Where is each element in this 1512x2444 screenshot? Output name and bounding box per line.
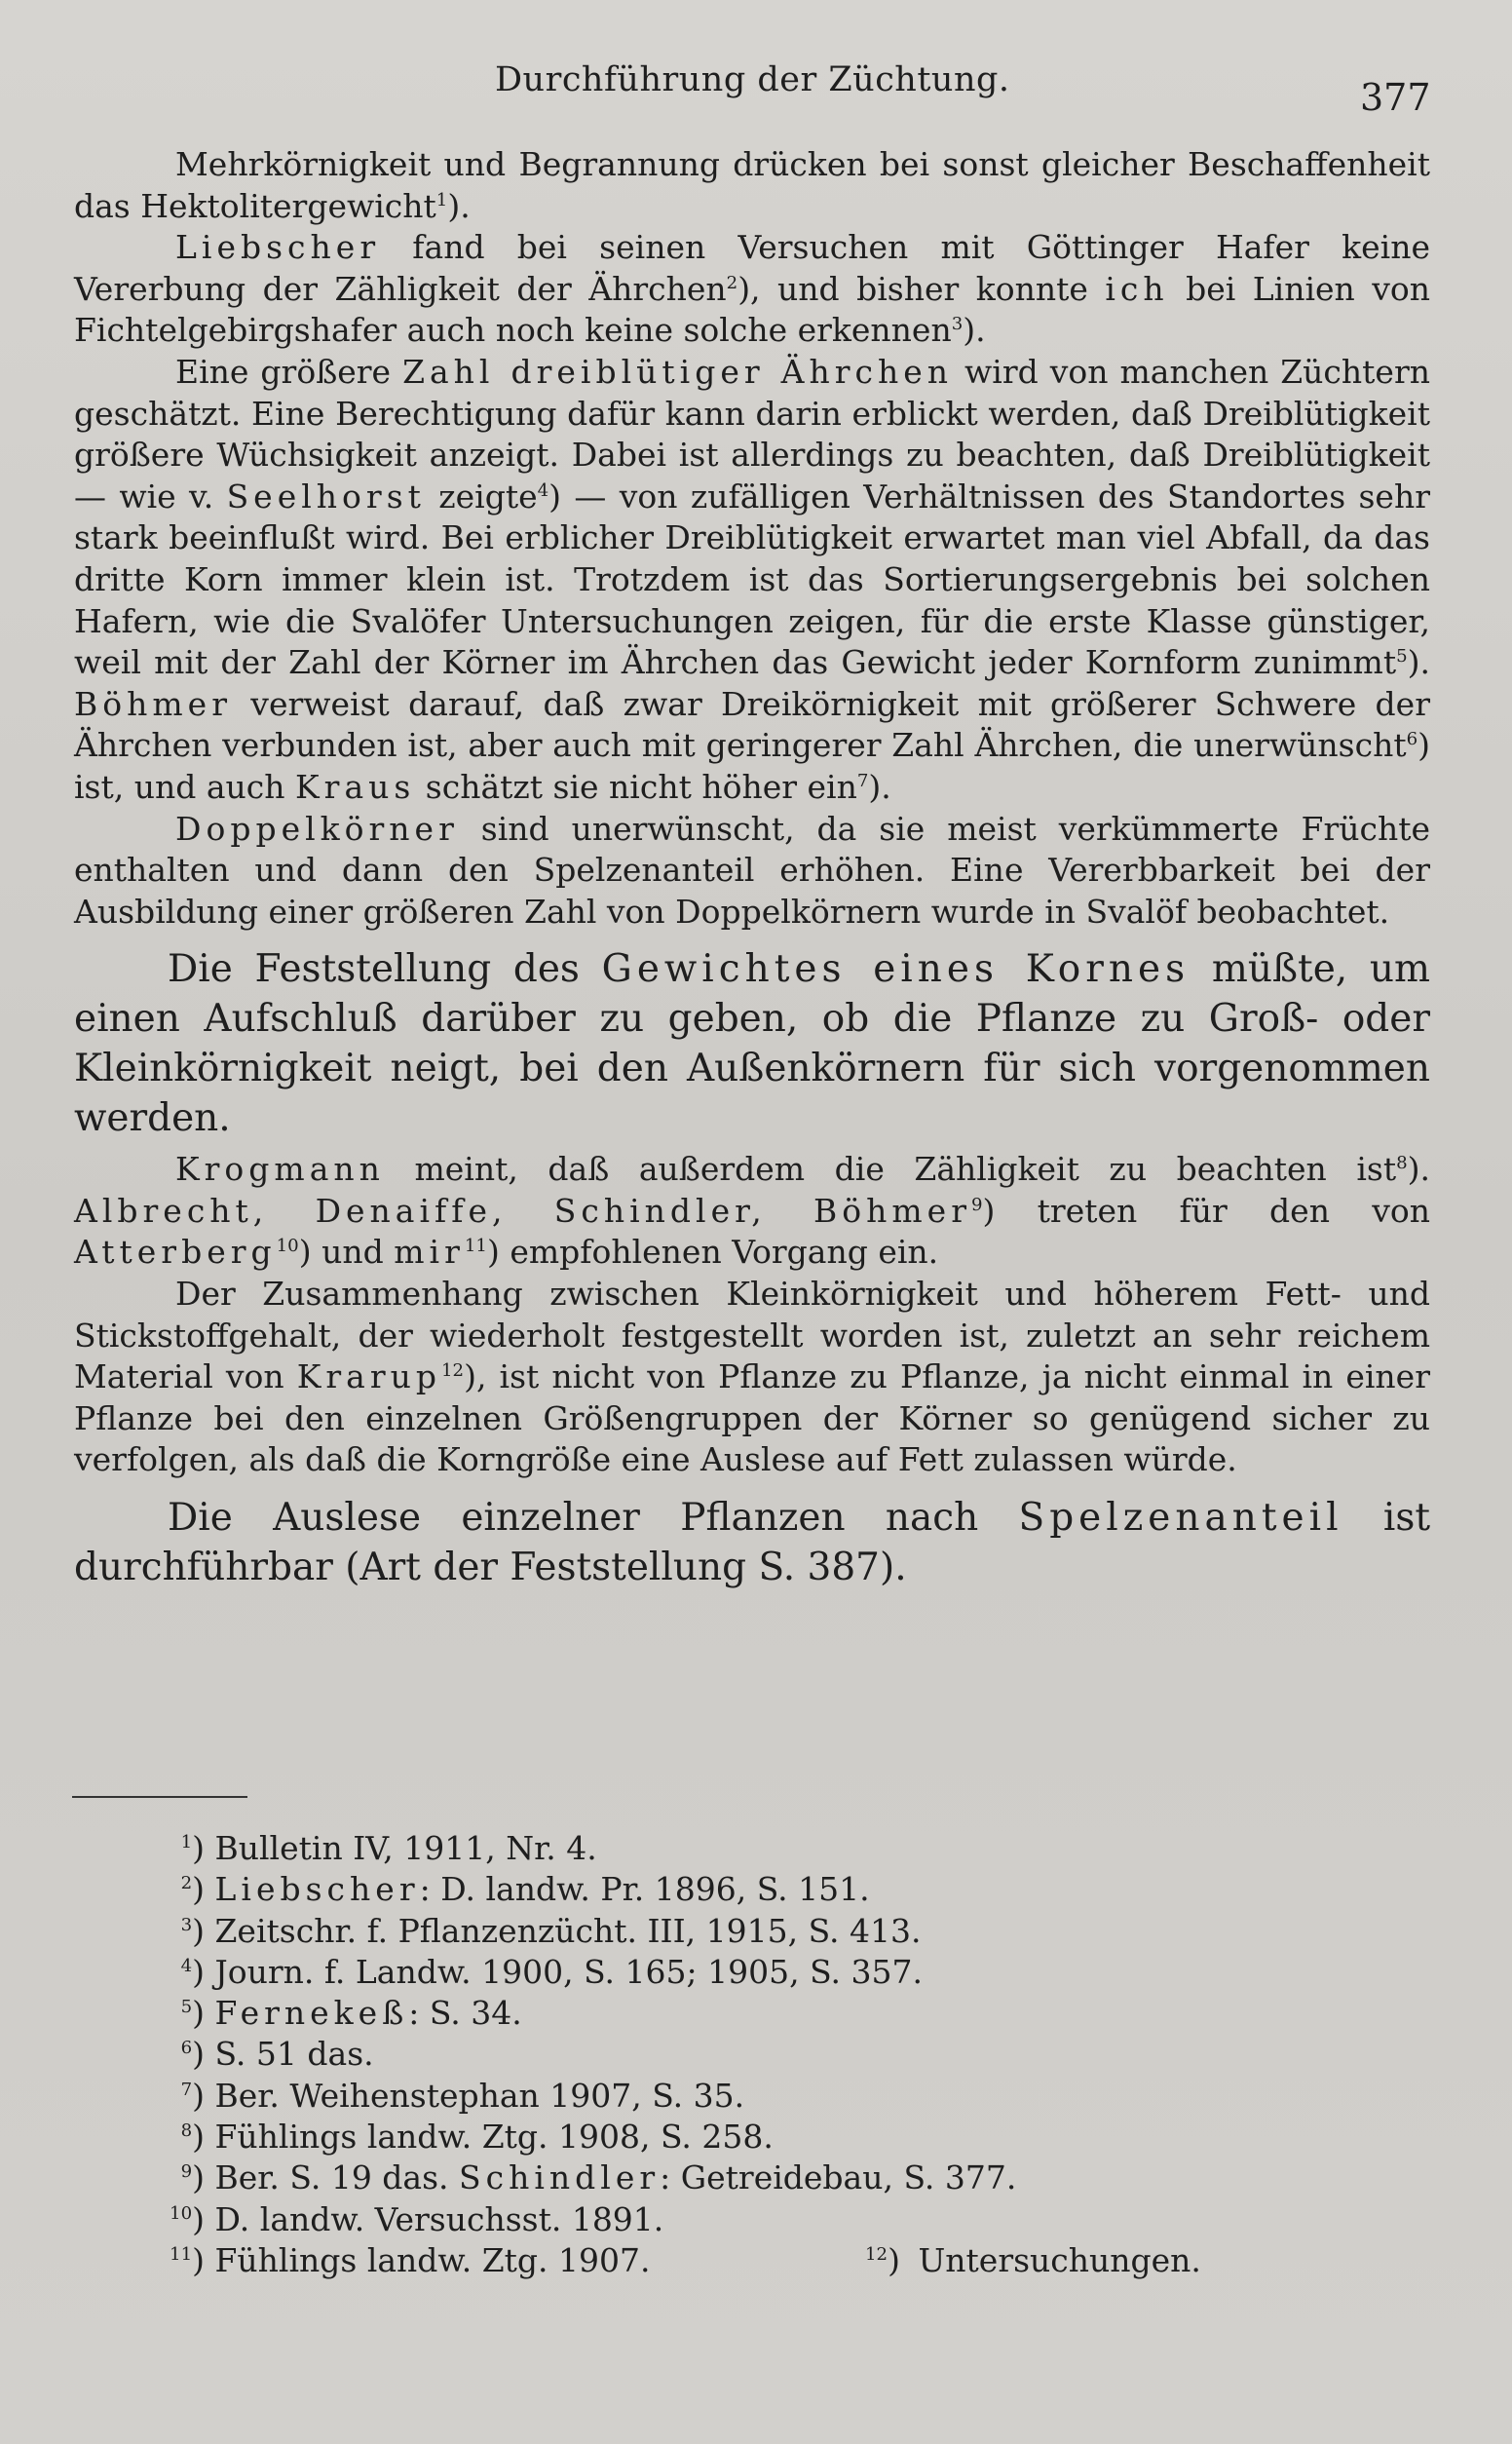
spaced-name: Krogmann xyxy=(175,1150,385,1189)
footnote: $^3$) Zeitschr. f. Pflanzenzücht. III, 1915, S. 413. xyxy=(180,1911,922,1950)
spaced-name: Atterberg xyxy=(74,1233,277,1272)
paragraph-7: Der Zusammenhang zwischen Kleinkörnigkeit und höherem Fett- und Stickstoffgehalt, der wiederholt festgestellt worden ist, zuletzt an sehr reichem Material von Krarup$^{12}$), ist nicht von Pflanze zu Pflanze, ja nicht einmal in einer Pflanze bei den einzelnen Größengruppen der Körner so genügend sicher zu verfolgen, als daß die Korngröße eine Auslese auf Fett zulassen würde. xyxy=(74,1275,1430,1479)
footnote-ref: 7 xyxy=(856,770,869,791)
footnote: $^{11}$) Fühlings landw. Ztg. 1907. $^{12}$) Untersuchungen. xyxy=(156,2240,1228,2281)
running-title: Durchführung der Züchtung. xyxy=(495,60,1010,99)
footnote: $^4$) Journ. f. Landw. 1900, S. 165; 1905, S. 357. xyxy=(180,1952,923,1991)
spaced-word: ich xyxy=(1105,269,1169,308)
spaced-word: mir xyxy=(394,1233,465,1272)
footnote-ref: 5 xyxy=(1396,646,1408,668)
footnote-separator xyxy=(72,1796,247,1798)
paragraph-3: Eine größere Zahl dreiblütiger Ährchen wird von manchen Züchtern geschätzt. Eine Berechtigung dafür kann darin erblickt werden, daß Dreiblütigkeit größere Wüchsigkeit anzeigt. Dabei ist allerdings zu beachten, daß Dreiblütigkeit — wie v. Seelhorst zeigte$^4$) — von zufälligen Verhältnissen des Standortes sehr stark beeinflußt wird. Bei erblicher Dreiblütigkeit erwartet man viel Abfall, da das dritte Korn immer klein ist. Trotzdem ist das Sortierungsergebnis bei solchen Hafern, wie die Svalöfer Untersuchungen zeigen, für die erste Klasse günstiger, weil mit der Zahl der Körner im Ährchen das Gewicht jeder Kornform zunimmt$^5$). Böhmer verweist darauf, daß zwar Dreikörnigkeit mit größerer Schwere der Ährchen verbunden ist, aber auch mit geringerer Zahl Ährchen, die unerwünscht$^6$) ist, und auch Kraus schätzt sie nicht höher ein$^7$). xyxy=(74,352,1430,806)
footnote-ref: 11 xyxy=(464,1236,487,1257)
footnote-ref: 9 xyxy=(970,1194,983,1215)
footnote-ref: 4 xyxy=(537,479,549,501)
footnote-ref: 2 xyxy=(726,272,738,293)
paragraph-6: Krogmann meint, daß außerdem die Zähligkeit zu beachten ist$^8$). Albrecht, Denaiffe, Schindler, Böhmer$^9$) treten für den von Atterberg$^{10}$) und mir$^{11}$) empfohlenen Vorgang ein. xyxy=(74,1150,1430,1272)
footnotes xyxy=(156,1828,1228,2281)
footnote: $^1$) Bulletin IV, 1911, Nr. 4. xyxy=(180,1829,597,1867)
paragraph-2: Liebscher fand bei seinen Versuchen mit Göttinger Hafer keine Vererbung der Zähligkeit der Ährchen$^2$), und bisher konnte ich bei Linien von Fichtelgebirgshafer auch noch keine solche erkennen$^3$). xyxy=(74,228,1431,350)
spaced-name: Böhmer xyxy=(74,684,232,723)
paragraph-8-emphasis: Die Auslese einzelner Pflanzen nach Spelzenanteil ist durchführbar (Art der Feststellung S. 387). xyxy=(74,1496,1431,1590)
footnote: $^5$) Fernekeß: S. 34. xyxy=(180,1994,522,2033)
spaced-term: Gewichtes eines Kornes xyxy=(601,947,1191,992)
spaced-name: Krarup xyxy=(296,1357,442,1396)
footnote-ref: 8 xyxy=(1396,1153,1408,1174)
footnote: $^9$) Ber. S. 19 das. Schindler: Getreidebau, S. 377. xyxy=(180,2158,1017,2197)
footnote: $^8$) Fühlings landw. Ztg. 1908, S. 258. xyxy=(180,2118,774,2157)
paragraph-1: Mehrkörnigkeit und Begrannung drücken bei sonst gleicher Beschaffenheit das Hektolitergewicht$^1$). xyxy=(74,145,1430,225)
footnote: $^{12}$) Untersuchungen. xyxy=(865,2240,1201,2279)
spaced-term: Spelzenanteil xyxy=(1018,1496,1343,1541)
spaced-name: Liebscher xyxy=(175,228,381,267)
main-text xyxy=(74,144,1430,1592)
footnote: $^{10}$) D. landw. Versuchsst. 1891. xyxy=(170,2199,664,2238)
footnote-ref: 3 xyxy=(951,314,964,335)
spaced-name: Kraus xyxy=(295,767,416,806)
footnote-ref: 6 xyxy=(1406,729,1418,750)
footnote-ref: 10 xyxy=(276,1236,299,1257)
footnote-ref: 12 xyxy=(441,1360,465,1382)
spaced-name: Seelhorst xyxy=(226,477,426,516)
spaced-term: Doppelkörner xyxy=(175,809,459,848)
footnote-ref: 1 xyxy=(435,189,448,210)
spaced-names: Albrecht, Denaiffe, Schindler, Böhmer xyxy=(74,1191,971,1230)
footnote: $^2$) Liebscher: D. landw. Pr. 1896, S. 151. xyxy=(180,1870,870,1909)
paragraph-4: Doppelkörner sind unerwünscht, da sie meist verkümmerte Früchte enthalten und dann den Spelzenanteil erhöhen. Eine Vererbbarkeit bei der Ausbildung einer größeren Zahl von Doppelkörnern wurde in Svalöf beobachtet. xyxy=(74,809,1430,931)
footnote: $^6$) S. 51 das. xyxy=(180,2035,374,2074)
spaced-term: Zahl dreiblütiger Ährchen xyxy=(402,352,954,391)
footnote: $^7$) Ber. Weihenstephan 1907, S. 35. xyxy=(180,2076,745,2115)
paragraph-5-emphasis: Die Feststellung des Gewichtes eines Kornes müßte, um einen Aufschluß darüber zu geben, ob die Pflanze zu Groß- oder Kleinkörnigkeit neigt, bei den Außenkörnern für sich vorgenommen werden. xyxy=(74,947,1430,1141)
page-number: 377 xyxy=(1360,76,1431,119)
